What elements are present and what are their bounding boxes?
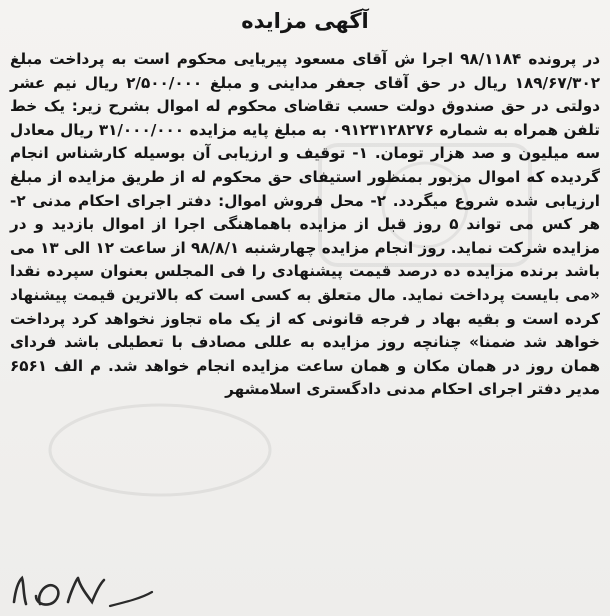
faint-stamp-watermark-2 bbox=[40, 395, 280, 505]
notice-body: در پرونده ۹۸/۱۱۸۴ اجرا ش آقای مسعود پیریایی محکوم است به پرداخت مبلغ ۱۸۹/۶۷/۳۰۲ ریال در حق آقای جعفر مداینی و مبلغ ۲/۵۰۰/۰۰۰ ریال نیم عشر دولتی در حق صندوق دولت حسب تقاضای محکوم له اموال بشرح زیر: یک خط تلفن همراه به شماره ۰۹۱۲۳۱۲۸۲۷۶ به مبلغ پایه مزایده ۳۱/۰۰۰/۰۰۰ ریال معادل سه میلیون و صد هزار تومان. ۱- توقیف و ارزیابی آن بوسیله کارشناس انجام گردیده که اموال مزبور بمنظور استیفای حق محکوم له از طریق مزایده از مبلغ ارزیابی شده شروع میگردد. ۲- محل فروش اموال: دفتر اجرای احکام مدنی ۲- هر کس می تواند ۵ روز قبل از مزایده باهماهنگی اجرا از اموال بازدید و در مزایده شرکت نماید. روز انجام مزایده چهارشنبه ۹۸/۸/۱ از ساعت ۱۲ الی ۱۳ می باشد برنده مزایده ده درصد قیمت پیشنهادی را فی المجلس بعنوان سپرده نقدا «می بایست پرداخت نماید. مال متعلق به کسی است که بالاترین قیمت پیشنهاد کرده است و بقیه بهاد ر فرجه قانونی که از یک ماه تجاوز نخواهد کرد پرداخت خواهد شد ضمنا» چنانچه روز مزایده به عللی مصادف با تعطیلی باشد فردای همان روز در همان مکان و همان ساعت مزایده انجام خواهد شد. م الف ۶۵۶۱ مدیر دفتر اجرای احکام مدنی دادگستری اسلامشهر bbox=[10, 50, 601, 399]
handwritten-number-signature bbox=[6, 572, 156, 614]
faint-stamp-watermark bbox=[310, 135, 540, 275]
notice-title: آگهی مزایده bbox=[241, 9, 369, 33]
